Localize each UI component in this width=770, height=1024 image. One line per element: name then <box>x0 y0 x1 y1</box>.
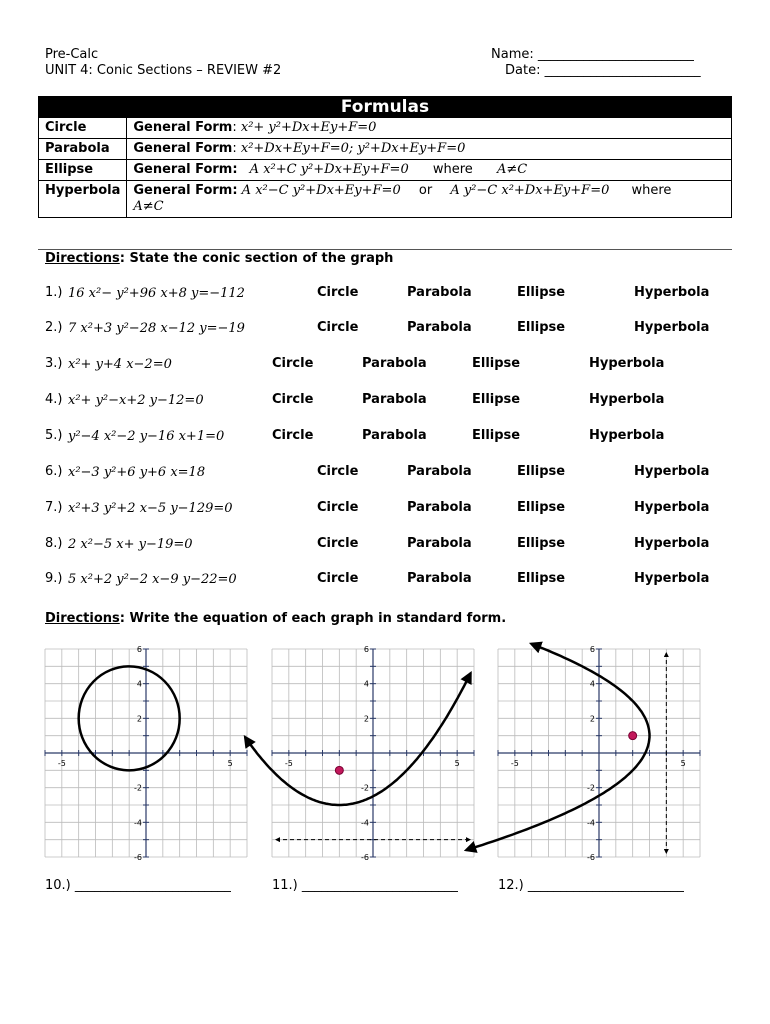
y-tick-label: -2 <box>134 783 142 793</box>
formula-row-circle <box>39 118 732 139</box>
question-number: 6.) <box>45 464 63 479</box>
y-tick-label: -4 <box>134 818 142 828</box>
answer-blank[interactable]: ________________________ <box>301 878 458 893</box>
y-tick-label: -6 <box>361 853 369 862</box>
question-number: 4.) <box>45 392 63 407</box>
general-form-label: General Form: <box>133 162 238 177</box>
general-form-label: General Form: <box>133 183 238 198</box>
option-ellipse[interactable]: Ellipse <box>517 285 566 300</box>
question-number: 2.) <box>45 320 63 335</box>
option-parabola[interactable]: Parabola <box>407 536 472 551</box>
y-tick-label: 4 <box>589 679 595 689</box>
y-tick-label: -2 <box>587 783 595 793</box>
answer-number: 11.) <box>272 878 298 893</box>
x-tick-label: -5 <box>284 759 293 768</box>
option-hyperbola[interactable]: Hyperbola <box>634 285 710 300</box>
graph-11 <box>272 645 474 862</box>
where-text: where <box>432 162 473 177</box>
option-ellipse[interactable]: Ellipse <box>517 536 566 551</box>
y-tick-label: 2 <box>363 714 369 724</box>
formula-name: Circle <box>39 118 127 139</box>
directions-1 <box>45 251 393 266</box>
separator: : <box>232 141 237 156</box>
formula-row-ellipse <box>39 160 732 181</box>
option-ellipse[interactable]: Ellipse <box>517 464 566 479</box>
option-hyperbola[interactable]: Hyperbola <box>634 571 710 586</box>
question-equation: 7 x²+3 y²−28 x−12 y=−19 <box>68 321 245 336</box>
option-parabola[interactable]: Parabola <box>407 500 472 515</box>
x-tick-label: 5 <box>227 759 233 768</box>
question-equation: 2 x²−5 x+ y−19=0 <box>68 537 193 552</box>
option-parabola[interactable]: Parabola <box>362 356 427 371</box>
y-tick-label: -2 <box>361 783 369 793</box>
or-text: or <box>418 183 433 198</box>
option-ellipse[interactable]: Ellipse <box>517 571 566 586</box>
option-parabola[interactable]: Parabola <box>362 428 427 443</box>
y-tick-label: 4 <box>363 679 369 689</box>
option-circle[interactable]: Circle <box>317 464 359 479</box>
option-ellipse[interactable]: Ellipse <box>472 356 521 371</box>
formula-equation-alt: A y²−C x²+Dx+Ey+F=0 <box>450 183 610 198</box>
option-hyperbola[interactable]: Hyperbola <box>634 536 710 551</box>
option-parabola[interactable]: Parabola <box>407 320 472 335</box>
unit-title: UNIT 4: Conic Sections – REVIEW #2 <box>45 63 282 78</box>
option-hyperbola[interactable]: Hyperbola <box>589 392 665 407</box>
option-parabola[interactable]: Parabola <box>407 285 472 300</box>
date-blank: ________________________ <box>544 63 701 78</box>
divider <box>38 249 732 250</box>
focus-point <box>629 732 637 740</box>
question-equation: x²+ y+4 x−2=0 <box>68 357 172 372</box>
question-number: 9.) <box>45 571 63 586</box>
question-number: 3.) <box>45 356 63 371</box>
question-equation: x²−3 y²+6 y+6 x=18 <box>68 465 206 480</box>
option-circle[interactable]: Circle <box>317 536 359 551</box>
question-equation: y²−4 x²−2 y−16 x+1=0 <box>68 429 225 444</box>
condition: A≠C <box>496 162 528 177</box>
parabola-curve <box>466 644 649 850</box>
formula-equation: x²+Dx+Ey+F=0; y²+Dx+Ey+F=0 <box>240 141 466 156</box>
x-tick-label: 5 <box>680 759 686 768</box>
formula-equation: x²+ y²+Dx+Ey+F=0 <box>240 120 377 135</box>
date-field <box>505 63 701 79</box>
option-circle[interactable]: Circle <box>317 285 359 300</box>
separator: : <box>232 120 237 135</box>
option-ellipse[interactable]: Ellipse <box>472 392 521 407</box>
formula-name: Ellipse <box>39 160 127 181</box>
name-blank: ________________________ <box>537 47 694 62</box>
y-tick-label: -6 <box>134 853 142 862</box>
where-text: where <box>631 183 672 198</box>
formulas-table <box>38 96 732 218</box>
question-equation: 16 x²− y²+96 x+8 y=−112 <box>68 286 245 301</box>
formula-equation: A x²+C y²+Dx+Ey+F=0 <box>249 162 409 177</box>
general-form-label: General Form <box>133 141 233 156</box>
answer-11 <box>272 878 458 893</box>
option-circle[interactable]: Circle <box>317 500 359 515</box>
answer-10 <box>45 878 231 893</box>
x-tick-label: -5 <box>57 759 66 768</box>
answer-12 <box>498 878 684 893</box>
y-tick-label: -4 <box>361 818 369 828</box>
option-hyperbola[interactable]: Hyperbola <box>634 320 710 335</box>
option-hyperbola[interactable]: Hyperbola <box>634 500 710 515</box>
answer-number: 10.) <box>45 878 71 893</box>
y-tick-label: 2 <box>589 714 595 724</box>
option-ellipse[interactable]: Ellipse <box>472 428 521 443</box>
general-form-label: General Form <box>133 120 233 135</box>
option-hyperbola[interactable]: Hyperbola <box>634 464 710 479</box>
directions-2 <box>45 611 506 626</box>
answer-blank[interactable]: ________________________ <box>74 878 231 893</box>
formula-name: Hyperbola <box>39 181 127 218</box>
graph-10 <box>45 645 247 862</box>
directions-text: : Write the equation of each graph in standard form. <box>119 611 507 626</box>
name-field <box>491 47 694 63</box>
option-ellipse[interactable]: Ellipse <box>517 500 566 515</box>
date-label: Date: <box>505 63 541 78</box>
question-number: 7.) <box>45 500 63 515</box>
option-circle[interactable]: Circle <box>272 356 314 371</box>
formulas-title: Formulas <box>39 97 732 118</box>
condition: A≠C <box>133 199 164 214</box>
option-ellipse[interactable]: Ellipse <box>517 320 566 335</box>
question-number: 5.) <box>45 428 63 443</box>
option-circle[interactable]: Circle <box>317 320 359 335</box>
option-parabola[interactable]: Parabola <box>362 392 427 407</box>
question-equation: x²+ y²−x+2 y−12=0 <box>68 393 204 408</box>
y-tick-label: 2 <box>136 714 142 724</box>
y-tick-label: 6 <box>136 645 142 654</box>
directions-text: : State the conic section of the graph <box>119 251 394 266</box>
formula-name: Parabola <box>39 139 127 160</box>
option-hyperbola[interactable]: Hyperbola <box>589 356 665 371</box>
option-circle[interactable]: Circle <box>272 392 314 407</box>
x-tick-label: -5 <box>510 759 519 768</box>
x-tick-label: 5 <box>454 759 460 768</box>
answer-number: 12.) <box>498 878 524 893</box>
option-parabola[interactable]: Parabola <box>407 464 472 479</box>
question-equation: 5 x²+2 y²−2 x−9 y−22=0 <box>68 572 237 587</box>
focus-point <box>335 766 343 774</box>
question-equation: x²+3 y²+2 x−5 y−129=0 <box>68 501 233 516</box>
option-circle[interactable]: Circle <box>272 428 314 443</box>
graph-12 <box>498 645 700 862</box>
formula-row-parabola <box>39 139 732 160</box>
parabola-curve <box>245 673 471 805</box>
option-circle[interactable]: Circle <box>317 571 359 586</box>
question-number: 1.) <box>45 285 63 300</box>
course-title: Pre-Calc <box>45 47 99 62</box>
answer-blank[interactable]: ________________________ <box>527 878 684 893</box>
directions-label: Directions <box>45 251 120 266</box>
formula-row-hyperbola <box>39 181 732 218</box>
y-tick-label: -4 <box>587 818 595 828</box>
option-parabola[interactable]: Parabola <box>407 571 472 586</box>
name-label: Name: <box>491 47 534 62</box>
y-tick-label: 6 <box>363 645 369 654</box>
y-tick-label: 6 <box>589 645 595 654</box>
option-hyperbola[interactable]: Hyperbola <box>589 428 665 443</box>
formula-equation: A x²−C y²+Dx+Ey+F=0 <box>241 183 401 198</box>
directions-label: Directions <box>45 611 120 626</box>
question-number: 8.) <box>45 536 63 551</box>
y-tick-label: -6 <box>587 853 595 862</box>
y-tick-label: 4 <box>136 679 142 689</box>
